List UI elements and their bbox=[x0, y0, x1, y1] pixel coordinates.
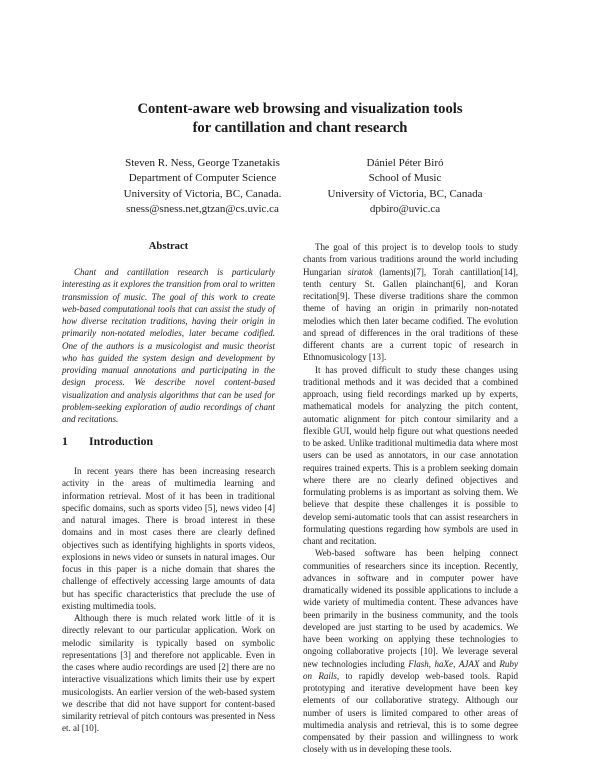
author-affiliation: University of Victoria, BC, Canada bbox=[327, 187, 483, 200]
paper-title-line1: Content-aware web browsing and visualization tools bbox=[137, 101, 463, 117]
author-names: Dániel Péter Biró bbox=[366, 157, 444, 169]
author-block-right bbox=[305, 156, 505, 218]
emphasis-ruby-on-rails: Ruby on Rails bbox=[303, 658, 518, 681]
author-block-left bbox=[100, 156, 305, 218]
section-number: 1 bbox=[62, 434, 68, 448]
author-affiliation: University of Victoria, BC, Canada. bbox=[123, 187, 282, 200]
section-heading-introduction bbox=[62, 434, 153, 449]
paper-title-line2: for cantillation and chant research bbox=[192, 120, 408, 136]
emphasis-haxe: haXe bbox=[434, 658, 454, 669]
left-column-introduction bbox=[62, 465, 275, 735]
right-paragraph-2: It has proved difficult to study these changes using traditional methods and it was decided that a combined approach, using field recordings marked up by experts, mathematical models for analyzing the pitch content, automatic alignment for pitch contour similarity and a flexible GUI, would help figure out what questions needed to be asked. Unlike traditional multimedia data where most users can be used as annotators, in our case annotation requires trained experts. This is a problem seeking domain where there are no clearly defined objectives and formulating problems is as important as solving them. We believe that despite these challenges it is possible to develop semi-automatic tools that can assist researchers in formulating questions regarding how symbols are used in chant and recitation. bbox=[303, 364, 518, 546]
author-email: sness@sness.net,gtzan@cs.uvic.ca bbox=[126, 203, 279, 216]
right-paragraph-3: Web-based software has been helping connect communities of researchers since its inception. Recently, advances in software and in computer power have dramatically widened its possible applications to include a wide variety of multimedia content. These advances have been primarily in the business community, and the tools developed are just starting to be used by academics. We have been working on applying these technologies to ongoing collaborative projects [10]. We leverage several new technologies including Flash, haXe, AJAX and Ruby on Rails, to rapidly develop web-based tools. Rapid prototyping and iterative development have been key elements of our collaborative strategy. Although our number of users is limited compared to other areas of multimedia analysis and retrieval, this is to some degree compensated by their passion and willingness to work closely with us in developing these tools. bbox=[303, 548, 518, 755]
section-title: Introduction bbox=[89, 434, 154, 448]
author-names: Steven R. Ness, George Tzanetakis bbox=[125, 157, 280, 169]
left-column-abstract bbox=[62, 266, 275, 425]
intro-paragraph-2: Although there is much related work little of it is directly relevant to our particular application. Work on melodic similarity is typically based on symbolic representations [3] and therefore not applicable. Even in the cases where audio recordings are used [2] there are no interactive visualizations which limits their use by expert musicologists. An earlier version of the web-based system we describe that did not have support for content-based similarity retrieval of pitch contours was presented in Ness et. al [10]. bbox=[62, 613, 275, 734]
emphasis-flash: Flash bbox=[408, 658, 429, 669]
abstract-heading: Abstract bbox=[148, 241, 189, 252]
intro-paragraph-1: In recent years there has been increasing research activity in the areas of multimedia learning and information retrieval. Most of it has been in traditional specific domains, such as sports video [5], news video [4] and natural images. There is broad interest in these domains and in most cases there are clearly defined objectives such as identifying highlights in sports videos, explosions in news video or sunsets in natural images. Our focus in this paper is a niche domain that shares the challenge of effectively accessing large amounts of data but has specific characteristics that preclude the use of existing multimedia tools. bbox=[62, 466, 275, 611]
author-department: Department of Computer Science bbox=[128, 172, 277, 185]
right-column bbox=[303, 241, 518, 756]
emphasis-siratok: siratok bbox=[347, 266, 373, 277]
emphasis-ajax: AJAX bbox=[458, 658, 480, 669]
author-department: School of Music bbox=[368, 172, 442, 185]
author-email: dpbiro@uvic.ca bbox=[369, 203, 441, 216]
abstract-text: Chant and cantillation research is particularly interesting as it explores the transition from oral to written transmission of music. The goal of this work to create web-based computational tools that can assist the study of how diverse recitation traditions, having their origin in primarily non-notated melodies, later became codified. One of the authors is a musicologist and music theorist who has guided the system design and development by providing manual annotations and participating in the design process. We describe novel content-based visualization and analysis algorithms that can be used for problem-seeking exploration of audio recordings of chant and recitations. bbox=[62, 267, 275, 424]
right-paragraph-1: The goal of this project is to develop tools to study chants from various traditions around the world including Hungarian siratok (laments)[7], Torah cantillation[14], tenth century St. Gallen plainchant[6], and Koran recitation[9]. These diverse traditions share the common theme of having an origin in primarily non-notated melodies which then later became codified. The evolution and spread of differences in the oral traditions of these different chants are a current topic of research in Ethnomusicology [13]. bbox=[303, 242, 518, 363]
